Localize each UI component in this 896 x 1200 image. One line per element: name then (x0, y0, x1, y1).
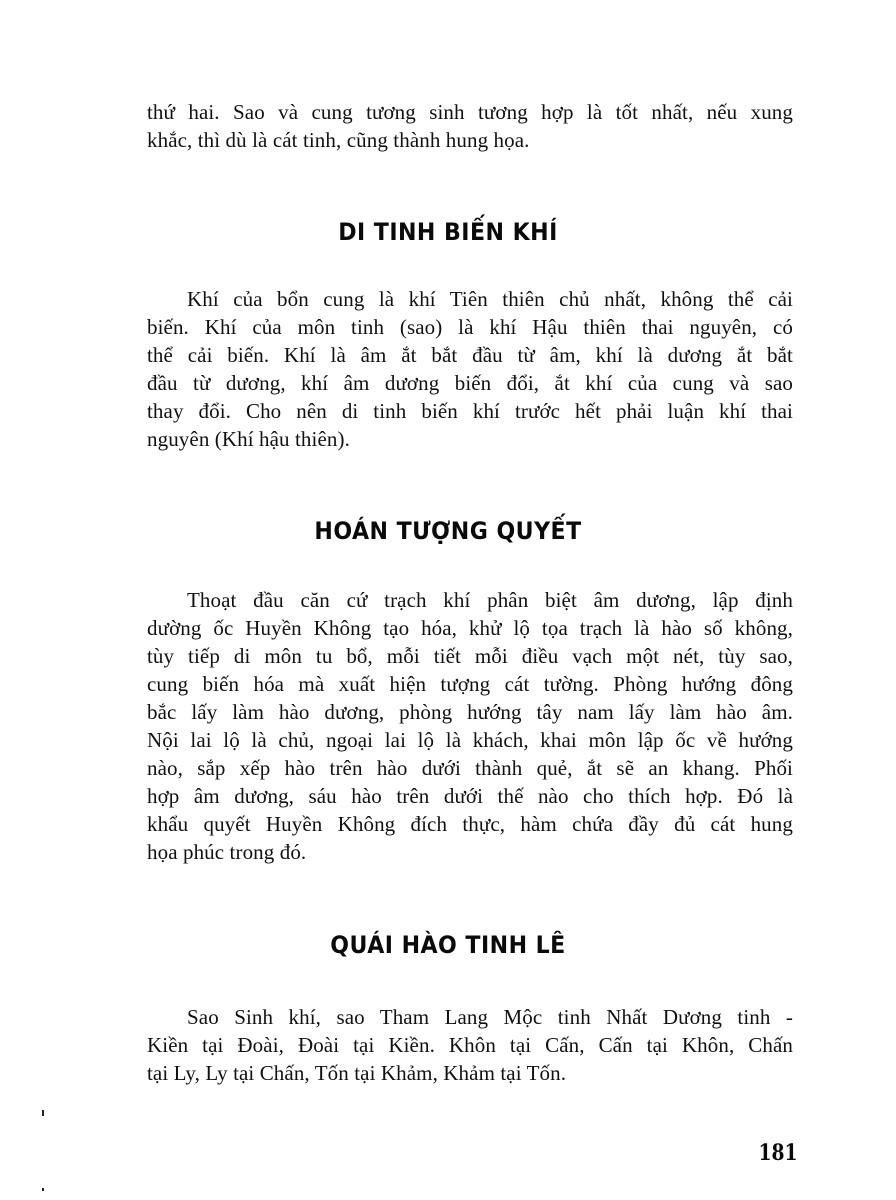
paragraph-line: dường ốc Huyền Không tạo hóa, khử lộ tọa trạch là hào số không, (147, 616, 793, 640)
paragraph-line: cung biến hóa mà xuất hiện tượng cát tường. Phòng hướng đông (147, 672, 793, 696)
section-paragraph-hoan-tuong-quyet (147, 586, 793, 866)
scan-artifact (42, 1188, 44, 1191)
scan-artifact (42, 1110, 44, 1116)
paragraph-line: khẩu quyết Huyền Không đích thực, hàm chứa đầy đủ cát hung (147, 812, 793, 836)
paragraph-line: Khí của bổn cung là khí Tiên thiên chủ nhất, không thể cải (187, 287, 793, 311)
page-number: 181 (758, 1140, 798, 1166)
intro-paragraph (147, 98, 793, 154)
section-heading-di-tinh-bien-khi: DI TINH BIẾN KHÍ (338, 218, 558, 246)
paragraph-line: tùy tiếp di môn tu bổ, mỗi tiết mỗi điều vạch một nét, tùy sao, (147, 644, 793, 668)
paragraph-line: Sao Sinh khí, sao Tham Lang Mộc tinh Nhất Dương tinh - (187, 1005, 793, 1029)
section-heading-hoan-tuong-quyet: HOÁN TƯỢNG QUYẾT (314, 517, 582, 545)
paragraph-line: hợp âm dương, sáu hào trên dưới thế nào cho thích hợp. Đó là (147, 784, 793, 808)
paragraph-line: nào, sắp xếp hào trên hào dưới thành quẻ, ắt sẽ an khang. Phối (147, 756, 793, 780)
paragraph-line: biến. Khí của môn tinh (sao) là khí Hậu thiên thai nguyên, có (147, 315, 793, 339)
paragraph-line: Nội lai lộ là chủ, ngoại lai lộ là khách, khai môn lập ốc về hướng (147, 728, 793, 752)
paragraph-line: bắc lấy làm hào dương, phòng hướng tây nam lấy làm hào âm. (147, 700, 793, 724)
paragraph-line: thứ hai. Sao và cung tương sinh tương hợp là tốt nhất, nếu xung (147, 100, 793, 124)
paragraph-line: Thoạt đầu căn cứ trạch khí phân biệt âm dương, lập định (187, 588, 793, 612)
paragraph-line: thể cải biến. Khí là âm ắt bắt đầu từ âm, khí là dương ắt bắt (147, 343, 793, 367)
paragraph-line: khắc, thì dù là cát tinh, cũng thành hung họa. (147, 128, 530, 152)
paragraph-line: họa phúc trong đó. (147, 840, 307, 864)
section-paragraph-quai-hao-tinh-le (147, 1003, 793, 1087)
paragraph-line: tại Ly, Ly tại Chấn, Tốn tại Khảm, Khảm tại Tốn. (147, 1061, 567, 1085)
paragraph-line: nguyên (Khí hậu thiên). (147, 427, 350, 451)
paragraph-line: Kiền tại Đoài, Đoài tại Kiền. Khôn tại Cấn, Cấn tại Khôn, Chấn (147, 1033, 793, 1057)
section-paragraph-di-tinh-bien-khi (147, 285, 793, 453)
section-heading-quai-hao-tinh-le: QUÁI HÀO TINH LÊ (330, 931, 566, 959)
paragraph-line: thay đổi. Cho nên di tinh biến khí trước hết phải luận khí thai (147, 399, 793, 423)
paragraph-line: đầu từ dương, khí âm dương biến đổi, ắt khí của cung và sao (147, 371, 793, 395)
